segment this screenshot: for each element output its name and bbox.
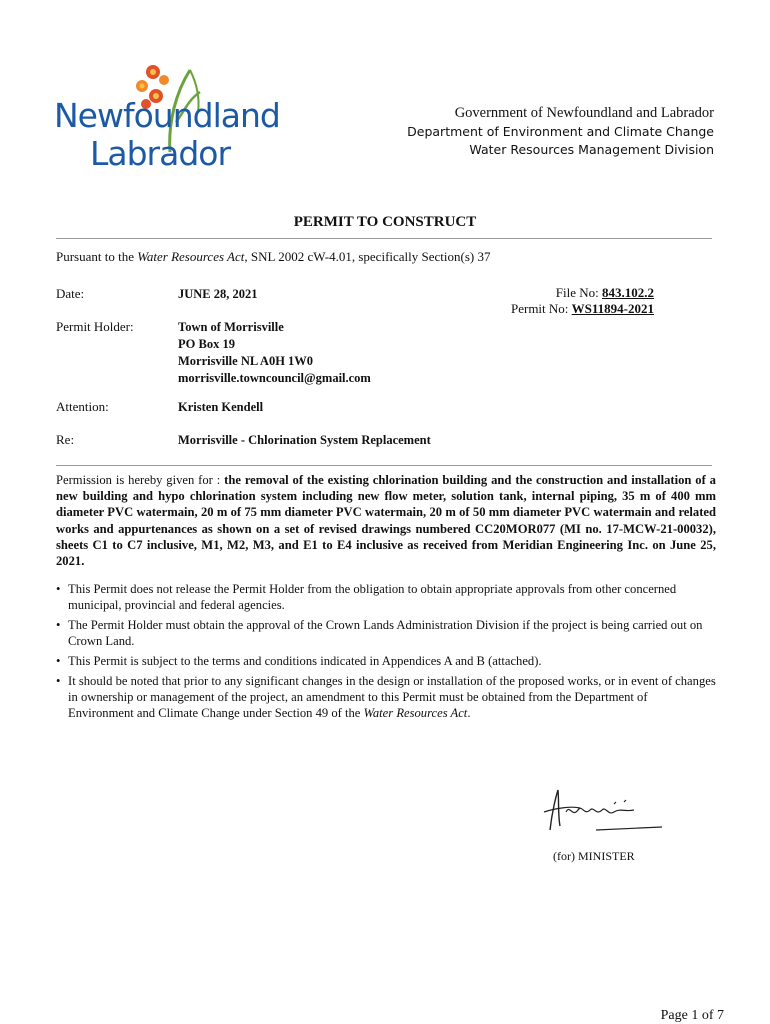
permission-lead: Permission is hereby given for : (56, 473, 225, 487)
file-number-label: File No: (555, 285, 599, 300)
intro-prefix: Pursuant to the (56, 249, 138, 264)
condition-item (56, 653, 716, 669)
condition-text: This Permit is subject to the terms and conditions indicated in Appendices A and B (attached). (68, 654, 542, 668)
re-value: Morrisville - Chlorination System Replacement (178, 433, 431, 447)
holder-email: morrisville.towncouncil@gmail.com (178, 371, 371, 385)
attention-label: Attention: (56, 399, 109, 414)
permit-number-row (511, 301, 654, 317)
date-value: JUNE 28, 2021 (178, 287, 258, 301)
file-numbers (511, 285, 654, 317)
permit-number-label: Permit No: (510, 301, 569, 316)
condition-text: It should be noted that prior to any significant changes in the design or installation of the proposed works, or in event of changes in ownership or management of the project, an amendment to this Permit must be obtained from the Department of Environment and Climate Change under Section 49 of the (68, 674, 716, 720)
permission-statement (56, 472, 716, 569)
permit-holder-label: Permit Holder: (56, 319, 134, 334)
divider (56, 465, 712, 466)
logo-text-newfoundland: Newfoundland (54, 96, 280, 135)
holder-city: Morrisville NL A0H 1W0 (178, 354, 314, 368)
page-number: Page 1 of 7 (660, 1008, 724, 1023)
signature (536, 782, 666, 842)
condition-item (56, 617, 716, 649)
re-label: Re: (56, 432, 75, 447)
condition-end: . (467, 706, 471, 720)
newfoundland-labrador-logo (50, 52, 280, 177)
bullet-icon: • (56, 582, 61, 596)
condition-text: The Permit Holder must obtain the approval of the Crown Lands Administration Division if the project is being carried out on Crown Land. (68, 618, 703, 648)
permit-number-value: WS11894-2021 (571, 301, 654, 316)
condition-item (56, 581, 716, 613)
government-name: Government of Newfoundland and Labrador (454, 105, 714, 121)
conditions-list (56, 581, 716, 725)
holder-name: Town of Morrisville (178, 320, 284, 334)
bullet-icon: • (56, 654, 61, 668)
condition-act: Water Resources Act (363, 706, 468, 720)
permit-holder-address (178, 319, 371, 387)
permission-body: the removal of the existing chlorination building and the construction and installation of a new building and hypo chlorination system including new flow meter, solution tank, internal piping, 35 m of 400 mm diameter PVC watermain, 20 m of 75 mm diameter PVC watermain, 20 m of 50 mm diameter PVC watermain and related works and appurtenances as shown on a set of revised drawings numbered CC20MOR077 (MI no. 17-MCW-21-00032), sheets C1 to C7 inclusive, M1, M2, M3, and E1 to E4 inclusive as received from Meridian Engineering Inc. on June 25, 2021. (56, 473, 716, 569)
logo-text-labrador: Labrador (90, 134, 231, 173)
signature-caption: (for) MINISTER (553, 849, 635, 863)
divider (56, 238, 712, 239)
file-number-row (511, 285, 654, 301)
document-title: PERMIT TO CONSTRUCT (293, 214, 477, 230)
intro-suffix: , SNL 2002 cW-4.01, specifically Section(s) 37 (244, 249, 491, 264)
intro-statement (56, 249, 490, 265)
department-header (294, 104, 714, 159)
department-name: Department of Environment and Climate Change (407, 124, 714, 139)
file-number-value: 843.102.2 (602, 285, 654, 300)
condition-text: This Permit does not release the Permit Holder from the obligation to obtain appropriate approvals from other concerned municipal, provincial and federal agencies. (68, 582, 677, 612)
holder-po-box: PO Box 19 (178, 337, 235, 351)
intro-act: Water Resources Act (137, 249, 245, 264)
condition-item (56, 673, 716, 721)
bullet-icon: • (56, 618, 61, 632)
handwritten-signature-icon (536, 782, 666, 842)
date-label: Date: (56, 286, 85, 301)
division-name: Water Resources Management Division (469, 142, 714, 157)
bullet-icon: • (56, 674, 61, 688)
attention-value: Kristen Kendell (178, 400, 264, 414)
